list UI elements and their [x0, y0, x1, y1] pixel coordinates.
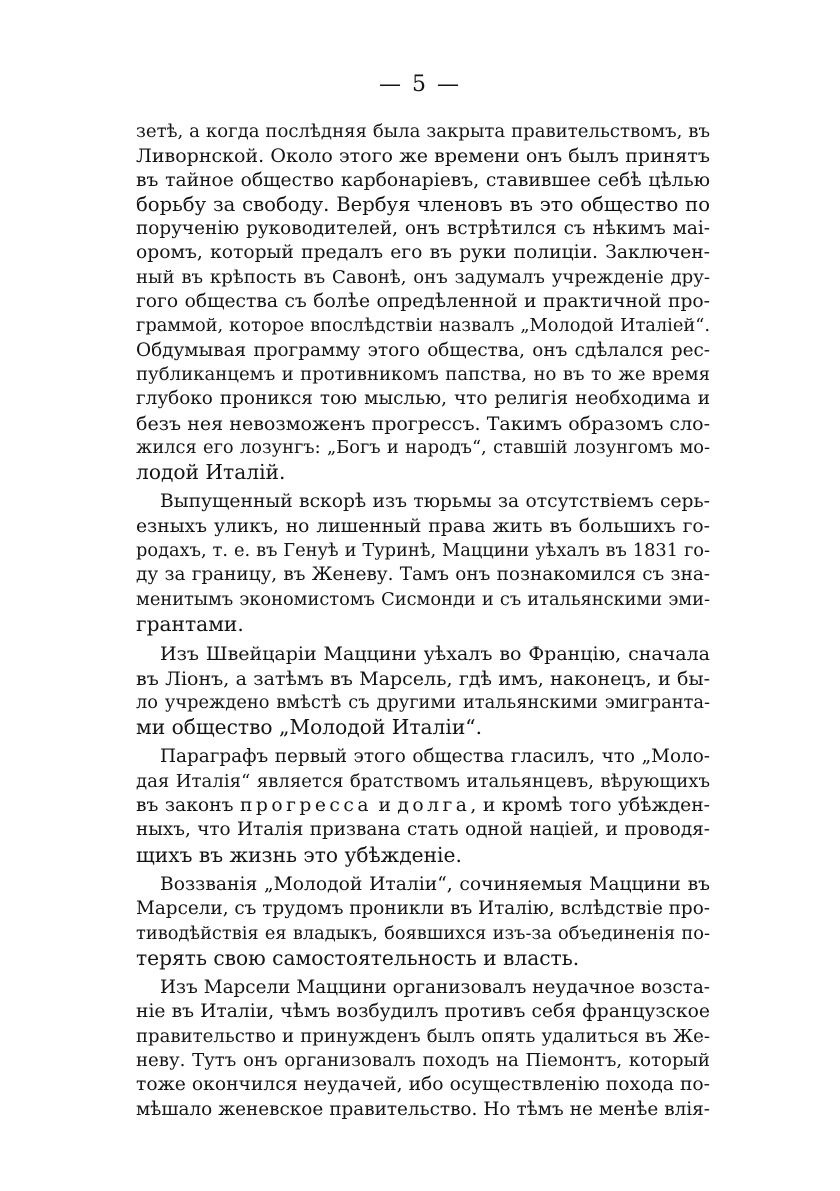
text-line: правительство и принужденъ былъ опять удалиться въ Же- — [136, 1025, 710, 1047]
spaced-word-progress: прогресса — [239, 795, 372, 817]
text-line: менитымъ экономистомъ Сисмонди и съ итальянскими эми- — [136, 588, 710, 610]
text-line: Воззванія „Молодой Италіи“, сочиняемыя Маццини въ — [160, 873, 710, 895]
text-line: глубоко проникся тою мыслью, что религія необходима и — [136, 388, 710, 410]
text-line: тоже окончился неудачей, ибо осуществленію похода по- — [136, 1074, 710, 1096]
text-line: щихъ въ жизнь это убѣжденіе. — [136, 842, 462, 867]
line-mid: и — [372, 795, 398, 817]
text-line: гого общества съ болѣе опредѣленной и практичной про- — [136, 291, 710, 313]
text-line: Изъ Швейцаріи Маццини уѣхалъ во Францію, сначала — [160, 643, 710, 666]
text-line: Обдумывая программу этого общества, онъ сдѣлался рес- — [136, 339, 710, 361]
text-line: грантами. — [136, 611, 244, 636]
text-line: ніе въ Италіи, чѣмъ возбудилъ противъ себя французское — [136, 1001, 710, 1023]
text-line: езныхъ уликъ, но лишенный права жить въ большихъ го- — [136, 515, 710, 537]
text-line: въ тайное общество карбонаріевъ, ставившее себѣ цѣлью — [136, 169, 710, 191]
paragraph — [136, 976, 710, 1122]
paragraph — [136, 120, 710, 484]
paragraph — [136, 873, 710, 970]
text-line: Ливорнской. Около этого же времени онъ былъ принятъ — [136, 145, 710, 168]
text-line: ду за границу, въ Женеву. Тамъ онъ познакомился съ зна- — [136, 564, 710, 586]
text-line: жился его лозунгъ: „Богъ и народъ“, ставшій лозунгомъ мо- — [136, 436, 710, 458]
text-line-emphasis — [136, 794, 710, 818]
body-text — [136, 120, 710, 1122]
text-line: публиканцемъ и противникомъ папства, но въ то же время — [136, 363, 710, 385]
text-line: ныхъ, что Италія призвана стать одной націей, и проводя- — [136, 819, 710, 841]
text-line: лодой Италій. — [136, 460, 286, 485]
text-line: терять свою самостоятельность и власть. — [136, 945, 580, 970]
text-line: въ Ліонъ, а затѣмъ въ Марсель, гдѣ имъ, наконецъ, и бы- — [136, 667, 710, 690]
text-line: дая Италія“ является братствомъ итальянцевъ, вѣрующихъ — [136, 770, 710, 792]
text-line: безъ нея невозможенъ прогрессъ. Такимъ образомъ сло- — [136, 412, 710, 435]
text-line: ло учреждено вмѣстѣ съ другими итальянскими эмигранта- — [136, 691, 710, 713]
paragraph — [136, 490, 710, 636]
text-line: оромъ, который предалъ его въ руки полиціи. Заключен- — [136, 242, 710, 264]
line-lead: въ законъ — [136, 795, 240, 817]
text-line: ный въ крѣпость въ Савонѣ, онъ задумалъ учрежденіе дру- — [136, 266, 710, 288]
page-number: — 5 — — [379, 72, 461, 97]
text-line: тиводѣйствія ея владыкъ, боявшихся изъ-за объединенія по- — [136, 922, 710, 944]
text-line: Выпущенный вскорѣ изъ тюрьмы за отсутствіемъ серь- — [160, 491, 710, 513]
spaced-word-duty: долга — [397, 795, 471, 817]
text-line: ми общество „Молодой Италіи“. — [136, 715, 483, 740]
text-line: Изъ Марсели Маццини организовалъ неудачное возста- — [160, 977, 710, 999]
paragraph — [136, 745, 710, 866]
text-line: зетѣ, а когда послѣдняя была закрыта правительствомъ, въ — [136, 121, 710, 142]
text-line: борьбу за свободу. Вербуя членовъ въ это общество по — [136, 192, 710, 216]
text-line: мѣшало женевское правительство. Но тѣмъ не менѣе влія- — [136, 1098, 710, 1120]
text-line: граммой, которое впослѣдствіи назвалъ „Молодой Италіей“. — [136, 315, 710, 337]
paragraph — [136, 642, 710, 739]
text-line: порученію руководителей, онъ встрѣтился съ нѣкимъ маі- — [136, 218, 710, 240]
line-tail: , и кромѣ того убѣжден- — [470, 795, 710, 817]
text-line: Марсели, съ трудомъ проникли въ Италію, вслѣдствіе про- — [136, 898, 710, 920]
text-line: неву. Тутъ онъ организовалъ походъ на Піемонтъ, который — [136, 1049, 710, 1071]
text-line: Параграфъ первый этого общества гласилъ, что „Моло- — [160, 746, 710, 768]
text-line: родахъ, т. е. въ Генуѣ и Туринѣ, Маццини уѣхалъ въ 1831 го- — [136, 540, 710, 562]
